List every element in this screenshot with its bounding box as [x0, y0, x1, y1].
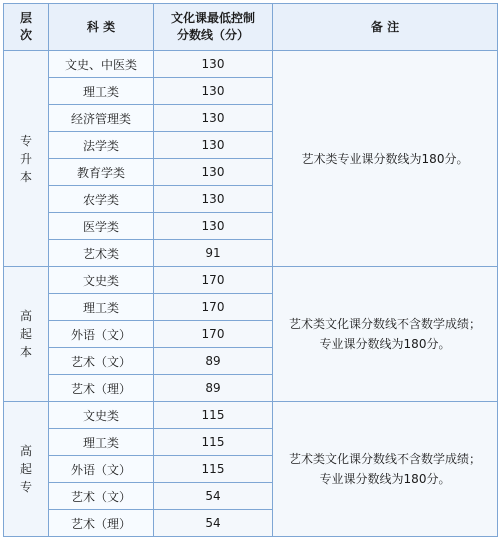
subject-cell: 理工类	[49, 429, 154, 456]
subject-cell: 艺术（理）	[49, 375, 154, 402]
score-cell: 130	[154, 105, 273, 132]
note-line: 艺术类文化课分数线不含数学成绩；	[288, 452, 481, 466]
score-cell: 130	[154, 78, 273, 105]
subject-cell: 理工类	[49, 294, 154, 321]
score-cell: 170	[154, 321, 273, 348]
header-subject: 科 类	[49, 4, 154, 51]
note-cell	[273, 402, 498, 537]
level-cell	[4, 267, 49, 402]
level-cell	[4, 402, 49, 537]
score-cell: 115	[154, 429, 273, 456]
level-char: 本	[19, 169, 32, 184]
level-char: 专	[19, 133, 32, 148]
subject-cell: 艺术（理）	[49, 510, 154, 537]
subject-cell: 外语（文）	[49, 321, 154, 348]
header-level-char: 层	[19, 11, 32, 25]
note-line: 艺术类专业课分数线为180分。	[301, 151, 469, 166]
header-note: 备 注	[273, 4, 498, 51]
subject-cell: 文史类	[49, 402, 154, 429]
level-char: 高	[19, 444, 32, 458]
score-cell: 89	[154, 375, 273, 402]
score-cell: 54	[154, 483, 273, 510]
level-char: 升	[19, 151, 32, 166]
subject-cell: 教育学类	[49, 159, 154, 186]
subject-cell: 文史、中医类	[49, 51, 154, 78]
subject-cell: 文史类	[49, 267, 154, 294]
score-cell: 130	[154, 186, 273, 213]
note-cell	[273, 267, 498, 402]
subject-cell: 法学类	[49, 132, 154, 159]
subject-cell: 理工类	[49, 78, 154, 105]
subject-cell: 艺术（文）	[49, 483, 154, 510]
score-cell: 170	[154, 267, 273, 294]
score-table	[3, 3, 498, 537]
subject-cell: 外语（文）	[49, 456, 154, 483]
table-body	[4, 51, 498, 537]
table-row	[4, 267, 498, 294]
score-cell: 170	[154, 294, 273, 321]
subject-cell: 艺术类	[49, 240, 154, 267]
level-char: 专	[19, 480, 32, 494]
header-score-line: 分数线（分）	[176, 28, 249, 42]
header-score-line: 文化课最低控制	[170, 11, 255, 25]
table-row	[4, 402, 498, 429]
note-line: 艺术类文化课分数线不含数学成绩；	[288, 317, 481, 331]
score-cell: 130	[154, 159, 273, 186]
score-cell: 115	[154, 456, 273, 483]
score-cell: 115	[154, 402, 273, 429]
subject-cell: 艺术（文）	[49, 348, 154, 375]
header-row	[4, 4, 498, 51]
level-cell	[4, 51, 49, 267]
header-level	[4, 4, 49, 51]
score-cell: 89	[154, 348, 273, 375]
level-char: 起	[19, 462, 32, 476]
table-row	[4, 51, 498, 78]
subject-cell: 经济管理类	[49, 105, 154, 132]
score-cell: 91	[154, 240, 273, 267]
score-cell: 130	[154, 51, 273, 78]
subject-cell: 农学类	[49, 186, 154, 213]
level-char: 高	[19, 309, 32, 323]
header-score	[154, 4, 273, 51]
level-char: 起	[19, 327, 32, 341]
note-line: 专业课分数线为180分。	[319, 472, 451, 486]
note-cell	[273, 51, 498, 267]
header-level-char: 次	[19, 28, 32, 42]
note-line: 专业课分数线为180分。	[319, 337, 451, 351]
score-cell: 54	[154, 510, 273, 537]
score-cell: 130	[154, 132, 273, 159]
subject-cell: 医学类	[49, 213, 154, 240]
score-cell: 130	[154, 213, 273, 240]
level-char: 本	[19, 345, 32, 359]
